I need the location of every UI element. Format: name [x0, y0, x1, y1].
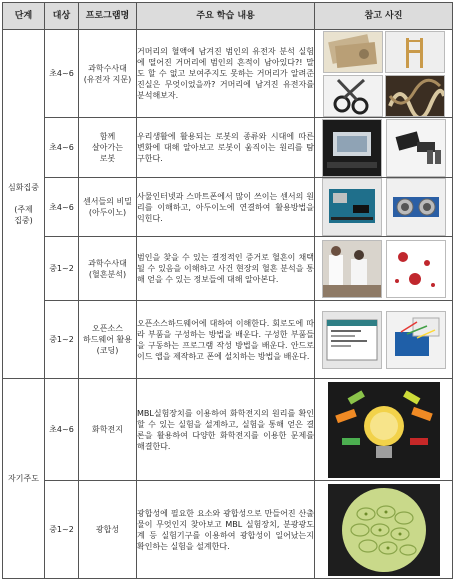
header-row [3, 3, 453, 30]
stage-label-line: 자기주도 [8, 474, 39, 483]
header-target: 대상 [45, 3, 79, 30]
content-cell: 우리생활에 활용되는 로봇의 종류와 시대에 따른 변화에 대해 알아보고 로봇이 움직이는 원리를 탐구한다. [137, 118, 315, 178]
plant-cells-microscope-photo [328, 484, 440, 576]
blood-drops-photo [386, 240, 446, 298]
photo-cell [315, 481, 453, 579]
program-cell: 과학수사대 (혈흔분석) [79, 237, 137, 301]
table-row [3, 301, 453, 379]
photo-cell [315, 178, 453, 237]
header-stage: 단계 [3, 3, 45, 30]
target-cell: 중1~2 [45, 237, 79, 301]
table-row [3, 30, 453, 118]
table-row [3, 481, 453, 579]
photo-cell [315, 237, 453, 301]
stage-label-line: 심화집중 [8, 183, 39, 192]
photo-cell [315, 30, 453, 118]
scissors-photo [323, 75, 383, 117]
table-row [3, 178, 453, 237]
target-cell: 초4~6 [45, 118, 79, 178]
lab-students-photo [322, 240, 382, 298]
table-row [3, 118, 453, 178]
header-content: 주요 학습 내용 [137, 3, 315, 30]
arduino-board-photo [322, 178, 382, 236]
table-row [3, 379, 453, 481]
stage-label-line: 집중) [14, 216, 33, 225]
program-cell: 과학수사대 (유전자 지문) [79, 30, 137, 118]
photo-cell [315, 301, 453, 379]
ultrasonic-sensor-photo [386, 178, 446, 236]
target-cell: 초4~6 [45, 178, 79, 237]
breadboard-photo [386, 311, 446, 369]
robot-arm-photo [386, 119, 446, 177]
coding-screen-photo [322, 311, 382, 369]
program-cell: 광합성 [79, 481, 137, 579]
stage-cell [3, 30, 45, 379]
program-cell: 오픈소스 하드웨어 활용 (코딩) [79, 301, 137, 379]
photo-cell [315, 118, 453, 178]
fruit-lightbulb-photo [328, 382, 440, 478]
content-cell: 거머리의 혈액에 남겨진 범인의 유전자 분석 실험에 떨어진 거머리에 범인의 흔적이 남아있다?! 말도 할 수 없고 보여주지도 못하는 거머리가 알려준 진실은 무엇이었을까? 거머리에 남겨진 유전자를 분석해보자. [137, 30, 315, 118]
rope-photo [385, 75, 445, 117]
program-cell: 함께 살아가는 로봇 [79, 118, 137, 178]
photo-cell [315, 379, 453, 481]
content-cell: 범인을 찾을 수 있는 결정적인 증거로 혈흔이 채택될 수 있음을 이해하고 사건 현장의 혈흔 분석을 통해 얻을 수 있는 정보들에 대해 알아본다. [137, 237, 315, 301]
target-cell: 초4~6 [45, 30, 79, 118]
target-cell: 중1~2 [45, 301, 79, 379]
table-row [3, 237, 453, 301]
content-cell: 사물인터넷과 스마트폰에서 많이 쓰이는 센서의 원리를 이해하고, 아두이노에 연결하여 활용방법을 익힌다. [137, 178, 315, 237]
target-cell: 중1~2 [45, 481, 79, 579]
content-cell: 광합성에 필요한 요소와 광합성으로 만들어진 산출물이 무엇인지 찾아보고 MBL 실험장치, 분광광도계 등 실험기구를 이용하여 광합성이 일어났는지 확인하는 실험을 설계한다. [137, 481, 315, 579]
stage-cell [3, 379, 45, 579]
target-cell: 초4~6 [45, 379, 79, 481]
header-photos: 참고 사진 [315, 3, 453, 30]
robot-screen-photo [322, 119, 382, 177]
program-cell: 화학전지 [79, 379, 137, 481]
program-table [2, 2, 453, 579]
header-program: 프로그램명 [79, 3, 137, 30]
content-cell: 오픈소스하드웨어에 대하여 이해한다. 회로도에 따라 부품을 구성하는 방법을 배운다. 구성한 부품들을 구동하는 프로그램 작성 방법을 배운다. 안드로이드 앱을 제작하고 폰에 설치하는 방법을 배운다. [137, 301, 315, 379]
content-cell: MBL실험장치를 이용하여 화학전지의 원리를 확인 할 수 있는 실험을 설계하고, 실험을 통해 얻은 결론을 활용하여 다양한 화학전지를 이용한 문제를 해결한다. [137, 379, 315, 481]
program-cell: 센서들의 비밀 (아두이노) [79, 178, 137, 237]
stage-label-line: (주제 [14, 205, 33, 214]
chair-shadow-photo [385, 31, 445, 73]
money-photo [323, 31, 383, 73]
